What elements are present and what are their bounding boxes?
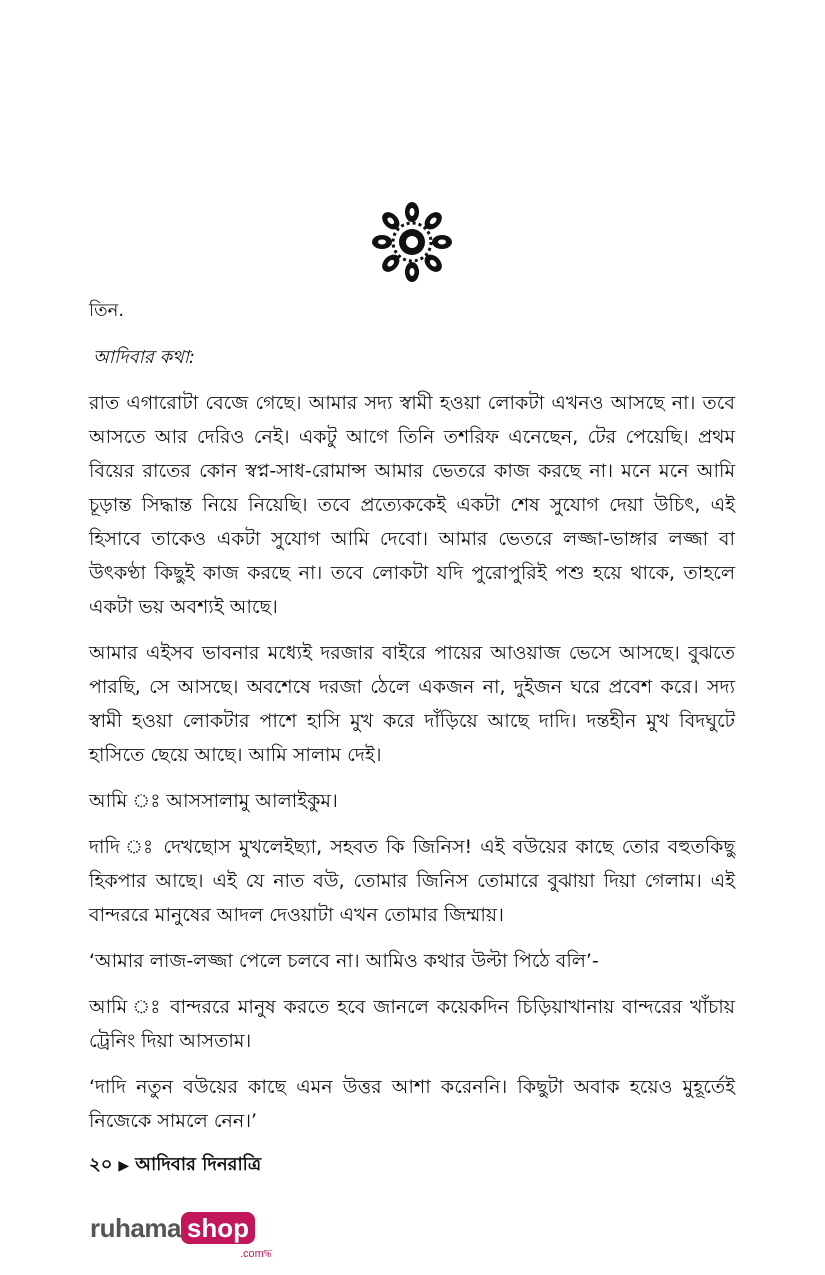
paragraph: রাত এগারোটা বেজে গেছে। আমার সদ্য স্বামী হওয়া লোকটা এখনও আসছে না। তবে আসতে আর দেরিও নেই। একটু আগে তিনি তশরিফ এনেছেন, টের পেয়েছি। প্রথম বিয়ের রাতের কোন স্বপ্ন-সাধ-রোমান্স আমার ভেতরে কাজ করছে না। মনে মনে আমি চূড়ান্ত সিদ্ধান্ত নিয়ে নিয়েছি। তবে প্রত্যেককেই একটা শেষ সুযোগ দেয়া উচিৎ, এই হিসাবে তাকেও একটা সুযোগ আমি দেবো। আমার ভেতরে লজ্জা-ভাঙ্গার লজ্জা বা উৎকণ্ঠা কিছুই কাজ করছে না। তবে লোকটা যদি পুরোপুরিই পশু হয়ে থাকে, তাহলে একটা ভয় অবশ্যই আছে।: [89, 392, 735, 618]
page-body: [89, 296, 735, 1150]
triangle-marker-icon: ▶: [118, 1157, 130, 1174]
speaker-heading: আদিবার কথা:: [93, 347, 195, 368]
narration-line: ‘দাদি নতুন বউয়ের কাছে এমন উত্তর আশা করেননি। কিছুটা অবাক হয়েও মুহূর্তেই নিজেকে সামলে নেন।’: [89, 1076, 735, 1132]
logo-text-shop: shop: [181, 1212, 255, 1244]
dialogue-line: দাদি ঃ দেখছোস মুখলেইছ্যা, সহবত কি জিনিস! এই বউয়ের কাছে তোর বহুতকিছু হিকপার আছে। এই যে নাত বউ, তোমার জিনিস তোমারে বুঝায়া দিয়া গেলাম। এই বান্দররে মানুষের আদল দেওয়াটা এখন তোমার জিম্মায়।: [89, 836, 735, 926]
dialogue-line: আমি ঃ আসসালামু আলাইকুম।: [89, 790, 338, 812]
book-title: আদিবার দিনরাত্রি: [135, 1154, 262, 1175]
page-footer: [89, 1150, 261, 1181]
ornament-icon: [366, 196, 458, 288]
ruhamashop-logo: [90, 1212, 272, 1260]
logo-text-domain: .comদ্ধ: [240, 1248, 272, 1260]
narration-line: ‘আমার লাজ-লজ্জা পেলে চলবে না। আমিও কথার উল্টা পিঠে বলি’-: [89, 950, 599, 972]
page-number: ২০: [89, 1154, 113, 1175]
paragraph: আমার এইসব ভাবনার মধ্যেই দরজার বাইরে পায়ের আওয়াজ ভেসে আসছে। বুঝতে পারছি, সে আসছে। অবশেষে দরজা ঠেলে একজন না, দুইজন ঘরে প্রবেশ করে। সদ্য স্বামী হওয়া লোকটার পাশে হাসি মুখ করে দাঁড়িয়ে আছে দাদি। দন্তহীন মুখ বিদঘুটে হাসিতে ছেয়ে আছে। আমি সালাম দেই।: [89, 642, 735, 766]
logo-text-ruhama: ruhama: [90, 1213, 181, 1243]
chapter-label: তিন.: [89, 300, 125, 321]
dialogue-line: আমি ঃ বান্দররে মানুষ করতে হবে জানলে কয়েকদিন চিড়িয়াখানায় বান্দরের খাঁচায় ট্রেনিং দিয়া আসতাম।: [89, 996, 735, 1052]
